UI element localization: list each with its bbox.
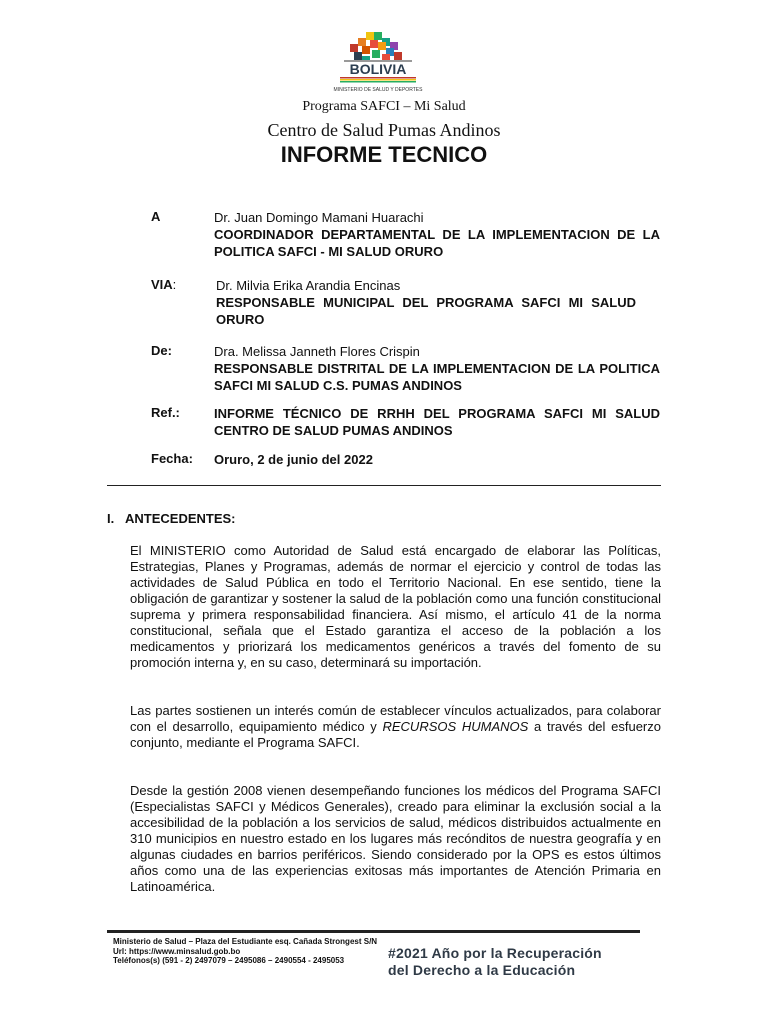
from-role: RESPONSABLE DISTRITAL DE LA IMPLEMENTACION DE LA POLITICA SAFCI MI SALUD C.S. PUMAS ANDINOS: [214, 361, 660, 393]
bolivia-ministry-logo: [332, 28, 424, 104]
footer-url: Url: https://www.minsalud.gob.bo: [113, 946, 241, 956]
footer-contact: [113, 937, 377, 966]
paragraph-2-emphasis: RECURSOS HUMANOS: [382, 719, 529, 734]
footer-slogan-line-1: #2021 Año por la Recuperación: [388, 945, 602, 961]
to-block: [214, 209, 660, 260]
date-value: Oruro, 2 de junio del 2022: [214, 452, 373, 467]
to-label: A: [151, 209, 161, 224]
paragraph-1: El MINISTERIO como Autoridad de Salud está encargado de elaborar las Políticas, Estrategias, Planes y Programas, además de normar el ejercicio y control de todas las actividades de Salud Pública en todo el Territorio Nacional. En ese sentido, tiene la obligación de garantizar y sostener la salud de la población como una función constitucional suprema y primera responsabilidad financiera. Así mismo, el artículo 41 de la norma constitucional, señala que el Estado garantiza el acceso de la población a los medicamentos y priorizará los medicamentos genéricos a través del fomento de su promoción interna y, en su caso, determinará su importación.: [130, 543, 661, 670]
footer-address: Ministerio de Salud – Plaza del Estudiante esq. Cañada Strongest S/N: [113, 937, 378, 946]
from-name: Dra. Melissa Janneth Flores Crispin: [214, 344, 420, 359]
footer-phones: Teléfonos(s) (591 - 2) 2497079 – 2495086 – 2490554 - 2495053: [113, 956, 345, 965]
date-label: Fecha:: [151, 451, 193, 466]
paragraph-2-start: Las partes sostienen un interés común de establecer vínculos actualizados, para colaborar con el desarrollo, equipamiento médico y: [130, 703, 661, 734]
logo-country: BOLIVIA: [349, 61, 407, 77]
ref-label: Ref.:: [151, 405, 180, 420]
to-role: COORDINADOR DEPARTAMENTAL DE LA IMPLEMENTACION DE LA POLITICA SAFCI - MI SALUD ORURO: [214, 227, 660, 259]
program-name: Programa SAFCI – Mi Salud: [302, 99, 466, 114]
section-title: ANTECEDENTES:: [125, 511, 236, 526]
to-name: Dr. Juan Domingo Mamani Huarachi: [214, 210, 424, 225]
logo-ministry: MINISTERIO DE SALUD Y DEPORTES: [333, 87, 423, 93]
via-block: [216, 277, 636, 328]
paragraph-2-end: a través del esfuerzo conjunto, mediante el Programa SAFCI.: [130, 719, 661, 750]
paragraph-3: Desde la gestión 2008 vienen desempeñando funciones los médicos del Programa SAFCI (Especialistas SAFCI y Médicos Generales), creado para eliminar la exclusión social a la accesibilidad de la población a los servicios de salud, médicos distribuidos actualmente en 310 municipios en nuestro estado en los lugares más recónditos de nuestra geografía y en algunas ciudades en barrios periféricos. Siendo considerado por la OPS es estos últimos años como una de las experiencias exitosas más importantes de Atención Primaria en Latinoamérica.: [130, 783, 661, 894]
health-center-name: Centro de Salud Pumas Andinos: [267, 120, 501, 140]
from-block: [214, 343, 660, 394]
document-title: INFORME TECNICO: [280, 142, 488, 167]
footer-slogan: [388, 945, 602, 979]
section-number: I.: [107, 511, 115, 526]
via-colon: :: [172, 277, 177, 292]
from-label: De:: [151, 343, 172, 358]
paragraph-2: [130, 703, 661, 751]
ref-value: INFORME TÉCNICO DE RRHH DEL PROGRAMA SAFCI MI SALUD CENTRO DE SALUD PUMAS ANDINOS: [214, 406, 660, 438]
via-role: RESPONSABLE MUNICIPAL DEL PROGRAMA SAFCI MI SALUD ORURO: [216, 295, 636, 327]
via-label-wrap: [151, 277, 176, 292]
footer-slogan-line-2: del Derecho a la Educación: [388, 962, 576, 978]
via-label: VIA: [151, 277, 173, 292]
via-name: Dr. Milvia Erika Arandia Encinas: [216, 278, 401, 293]
header-divider: [107, 485, 661, 486]
footer-divider: [107, 930, 640, 933]
